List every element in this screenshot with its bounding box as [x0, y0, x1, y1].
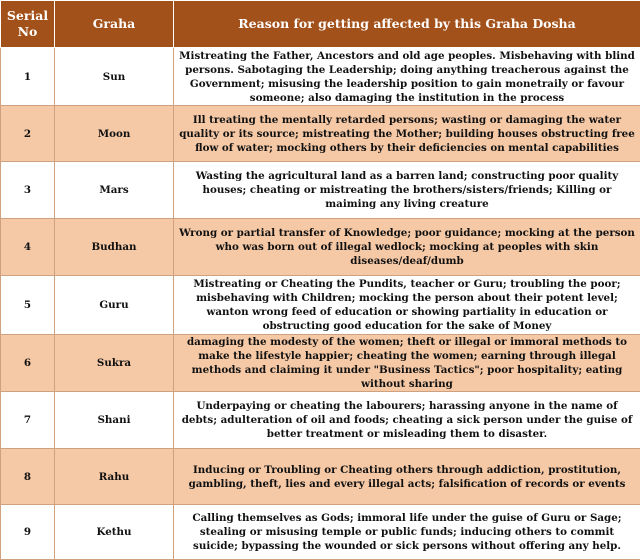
- table-row: [1, 106, 640, 162]
- serial-cell: 9: [1, 505, 55, 560]
- graha-cell: Moon: [55, 106, 174, 162]
- graha-cell: Rahu: [55, 449, 174, 505]
- header-row: [1, 1, 640, 48]
- table-row: [1, 505, 640, 560]
- serial-cell: 1: [1, 48, 55, 106]
- serial-cell: 7: [1, 392, 55, 449]
- reason-cell: [174, 335, 640, 392]
- graha-cell: Mars: [55, 162, 174, 219]
- table-row: [1, 449, 640, 505]
- table-row: [1, 162, 640, 219]
- serial-cell: 6: [1, 335, 55, 392]
- reason-text: Mistreating or Cheating the Pundits, teacher or Guru; troubling the poor; misbehaving with Children; mocking the person about their potent level; wanton wrong feed of education or showing partiality in education or obstructing good education for the sake of Money: [178, 277, 636, 333]
- reason-cell: [174, 48, 640, 106]
- serial-cell: 2: [1, 106, 55, 162]
- table-row: [1, 48, 640, 106]
- reason-cell: [174, 505, 640, 560]
- reason-cell: [174, 276, 640, 335]
- graha-cell: Sun: [55, 48, 174, 106]
- reason-text: Wasting the agricultural land as a barren land; constructing poor quality houses; cheating or mistreating the brothers/sisters/friends; Killing or maiming any living creature: [178, 169, 636, 211]
- reason-cell: [174, 449, 640, 505]
- reason-cell: [174, 106, 640, 162]
- graha-cell: Sukra: [55, 335, 174, 392]
- reason-text: Ill treating the mentally retarded persons; wasting or damaging the water quality or its source; mistreating the Mother; building houses obstructing free flow of water; mocking others by their deficiencies on mental capabilities: [178, 113, 636, 155]
- graha-cell: Shani: [55, 392, 174, 449]
- header-reason: Reason for getting affected by this Graha Dosha: [174, 1, 640, 48]
- reason-text: Calling themselves as Gods; immoral life under the guise of Guru or Sage; stealing or misusing temple or public funds; inducing others to commit suicide; bypassing the wounded or sick persons without offering any help.: [178, 511, 636, 553]
- graha-cell: Kethu: [55, 505, 174, 560]
- reason-cell: [174, 162, 640, 219]
- reason-text: damaging the modesty of the women; theft or illegal or immoral methods to make the lifestyle happier; cheating the women; earning through illegal methods and claiming it under "Business Tactics"; poor hospitality; eating without sharing: [178, 335, 636, 391]
- reason-cell: [174, 392, 640, 449]
- table-row: [1, 392, 640, 449]
- reason-text: Wrong or partial transfer of Knowledge; poor guidance; mocking at the person who was born out of illegal wedlock; mocking at peoples with skin diseases/deaf/dumb: [178, 226, 636, 268]
- serial-cell: 3: [1, 162, 55, 219]
- serial-cell: 8: [1, 449, 55, 505]
- reason-text: Mistreating the Father, Ancestors and old age peoples. Misbehaving with blind persons. Sabotaging the Leadership; doing anything treacherous against the Government; misusing the leadership position to gain monetraily or favour someone; also damaging the institution in the process: [178, 49, 636, 105]
- serial-cell: 4: [1, 219, 55, 276]
- reason-cell: [174, 219, 640, 276]
- reason-text: Inducing or Troubling or Cheating others through addiction, prostitution, gambling, theft, lies and every illegal acts; falsification of records or events: [178, 463, 636, 491]
- table-row: [1, 219, 640, 276]
- table-row: [1, 276, 640, 335]
- header-serial: Serial No: [1, 1, 55, 48]
- graha-cell: Budhan: [55, 219, 174, 276]
- table-row: [1, 335, 640, 392]
- graha-cell: Guru: [55, 276, 174, 335]
- serial-cell: 5: [1, 276, 55, 335]
- reason-text: Underpaying or cheating the labourers; harassing anyone in the name of debts; adulteration of oil and foods; cheating a sick person under the guise of better treatment or misleading them to disaster.: [178, 399, 636, 441]
- header-graha: Graha: [55, 1, 174, 48]
